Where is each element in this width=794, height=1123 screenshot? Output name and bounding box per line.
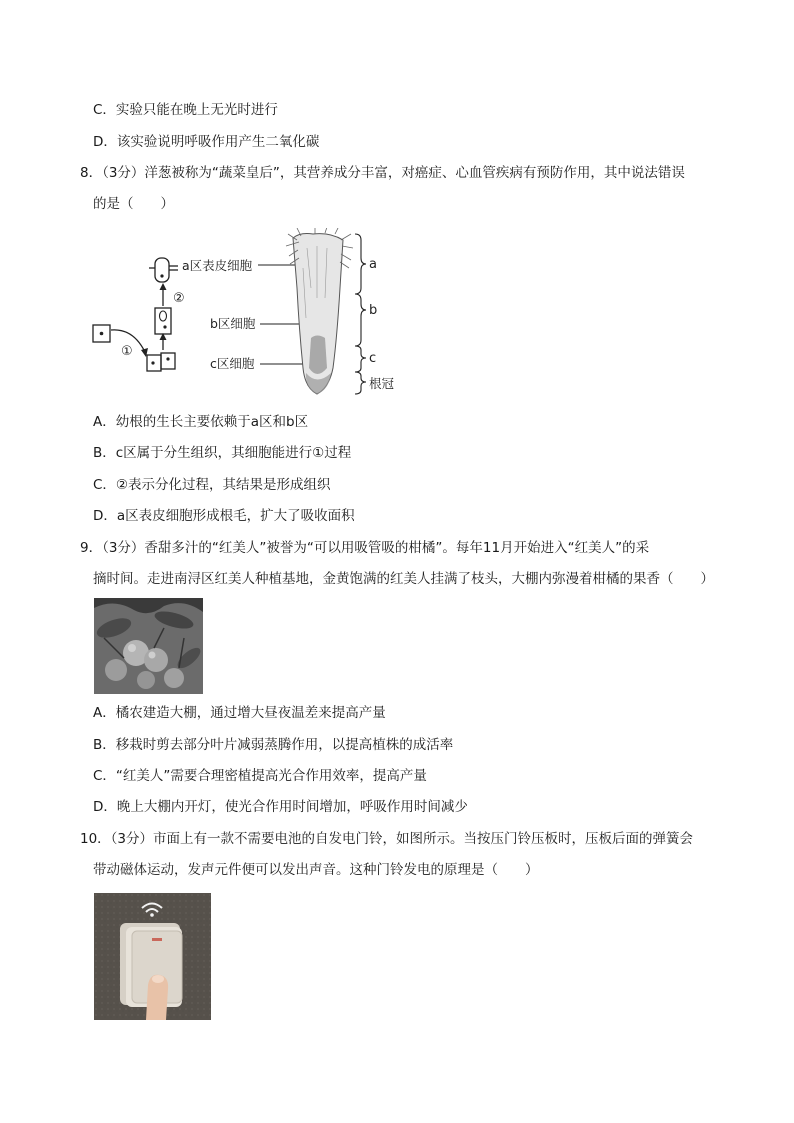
- dividing-cell-right: [161, 353, 175, 369]
- doorbell-photo: [94, 893, 211, 1020]
- q9-stem-line1: 9．（3分）香甜多汁的“红美人”被誉为“可以用吸管吸的柑橘”。每年11月开始进入“红美人”的采: [80, 540, 650, 556]
- step-2-label: ②: [173, 291, 185, 306]
- brace-label-b: b: [369, 303, 378, 318]
- step-1-label: ①: [121, 344, 133, 359]
- brace-label-c: c: [369, 351, 377, 366]
- q8-option-b: B．c区属于分生组织，其细胞能进行①过程: [93, 445, 352, 461]
- q9-option-d: D．晚上大棚内开灯，使光合作用时间增加，呼吸作用时间减少: [93, 799, 468, 815]
- q9-option-c: C．“红美人”需要合理密植提高光合作用效率，提高产量: [93, 768, 427, 784]
- q7-option-c: C．实验只能在晚上无光时进行: [93, 102, 278, 118]
- brace-label-a: a: [369, 257, 377, 272]
- q7-option-d: D．该实验说明呼吸作用产生二氧化碳: [93, 134, 320, 150]
- q8-option-d: D．a区表皮细胞形成根毛，扩大了吸收面积: [93, 508, 355, 524]
- label-b-cell: b区细胞: [210, 316, 256, 331]
- root-hair-cell: [155, 258, 169, 282]
- label-a-cell: a区表皮细胞: [182, 258, 253, 273]
- root-zone-diagram: [85, 228, 415, 398]
- q8-option-c: C．②表示分化过程，其结果是形成组织: [93, 477, 331, 493]
- q9-stem-line2: 摘时间。走进南浔区红美人种植基地，金黄饱满的红美人挂满了枝头，大棚内弥漫着柑橘的果香（ ）: [93, 571, 714, 587]
- q8-option-a: A．幼根的生长主要依赖于a区和b区: [93, 414, 309, 430]
- q9-option-a: A．橘农建造大棚，通过增大昼夜温差来提高产量: [93, 705, 386, 721]
- q10-stem-line1: 10．（3分）市面上有一款不需要电池的自发电门铃，如图所示。当按压门铃压板时，压板后面的弹簧会: [80, 831, 694, 847]
- q8-stem-line1: 8．（3分）洋葱被称为“蔬菜皇后”，其营养成分丰富，对癌症、心血管疾病有预防作用，其中说法错误: [80, 165, 685, 181]
- q9-option-b: B．移栽时剪去部分叶片减弱蒸腾作用，以提高植株的成活率: [93, 737, 454, 753]
- q8-stem-line2: 的是（ ）: [93, 196, 174, 212]
- root-tip-drawing: [286, 228, 353, 394]
- brace-label-root-cap: 根冠: [369, 376, 395, 391]
- q10-stem-line2: 带动磁体运动，发声元件便可以发出声音。这种门铃发电的原理是（ ）: [93, 862, 539, 878]
- citrus-photo: [94, 598, 203, 694]
- label-c-cell: c区细胞: [210, 356, 255, 371]
